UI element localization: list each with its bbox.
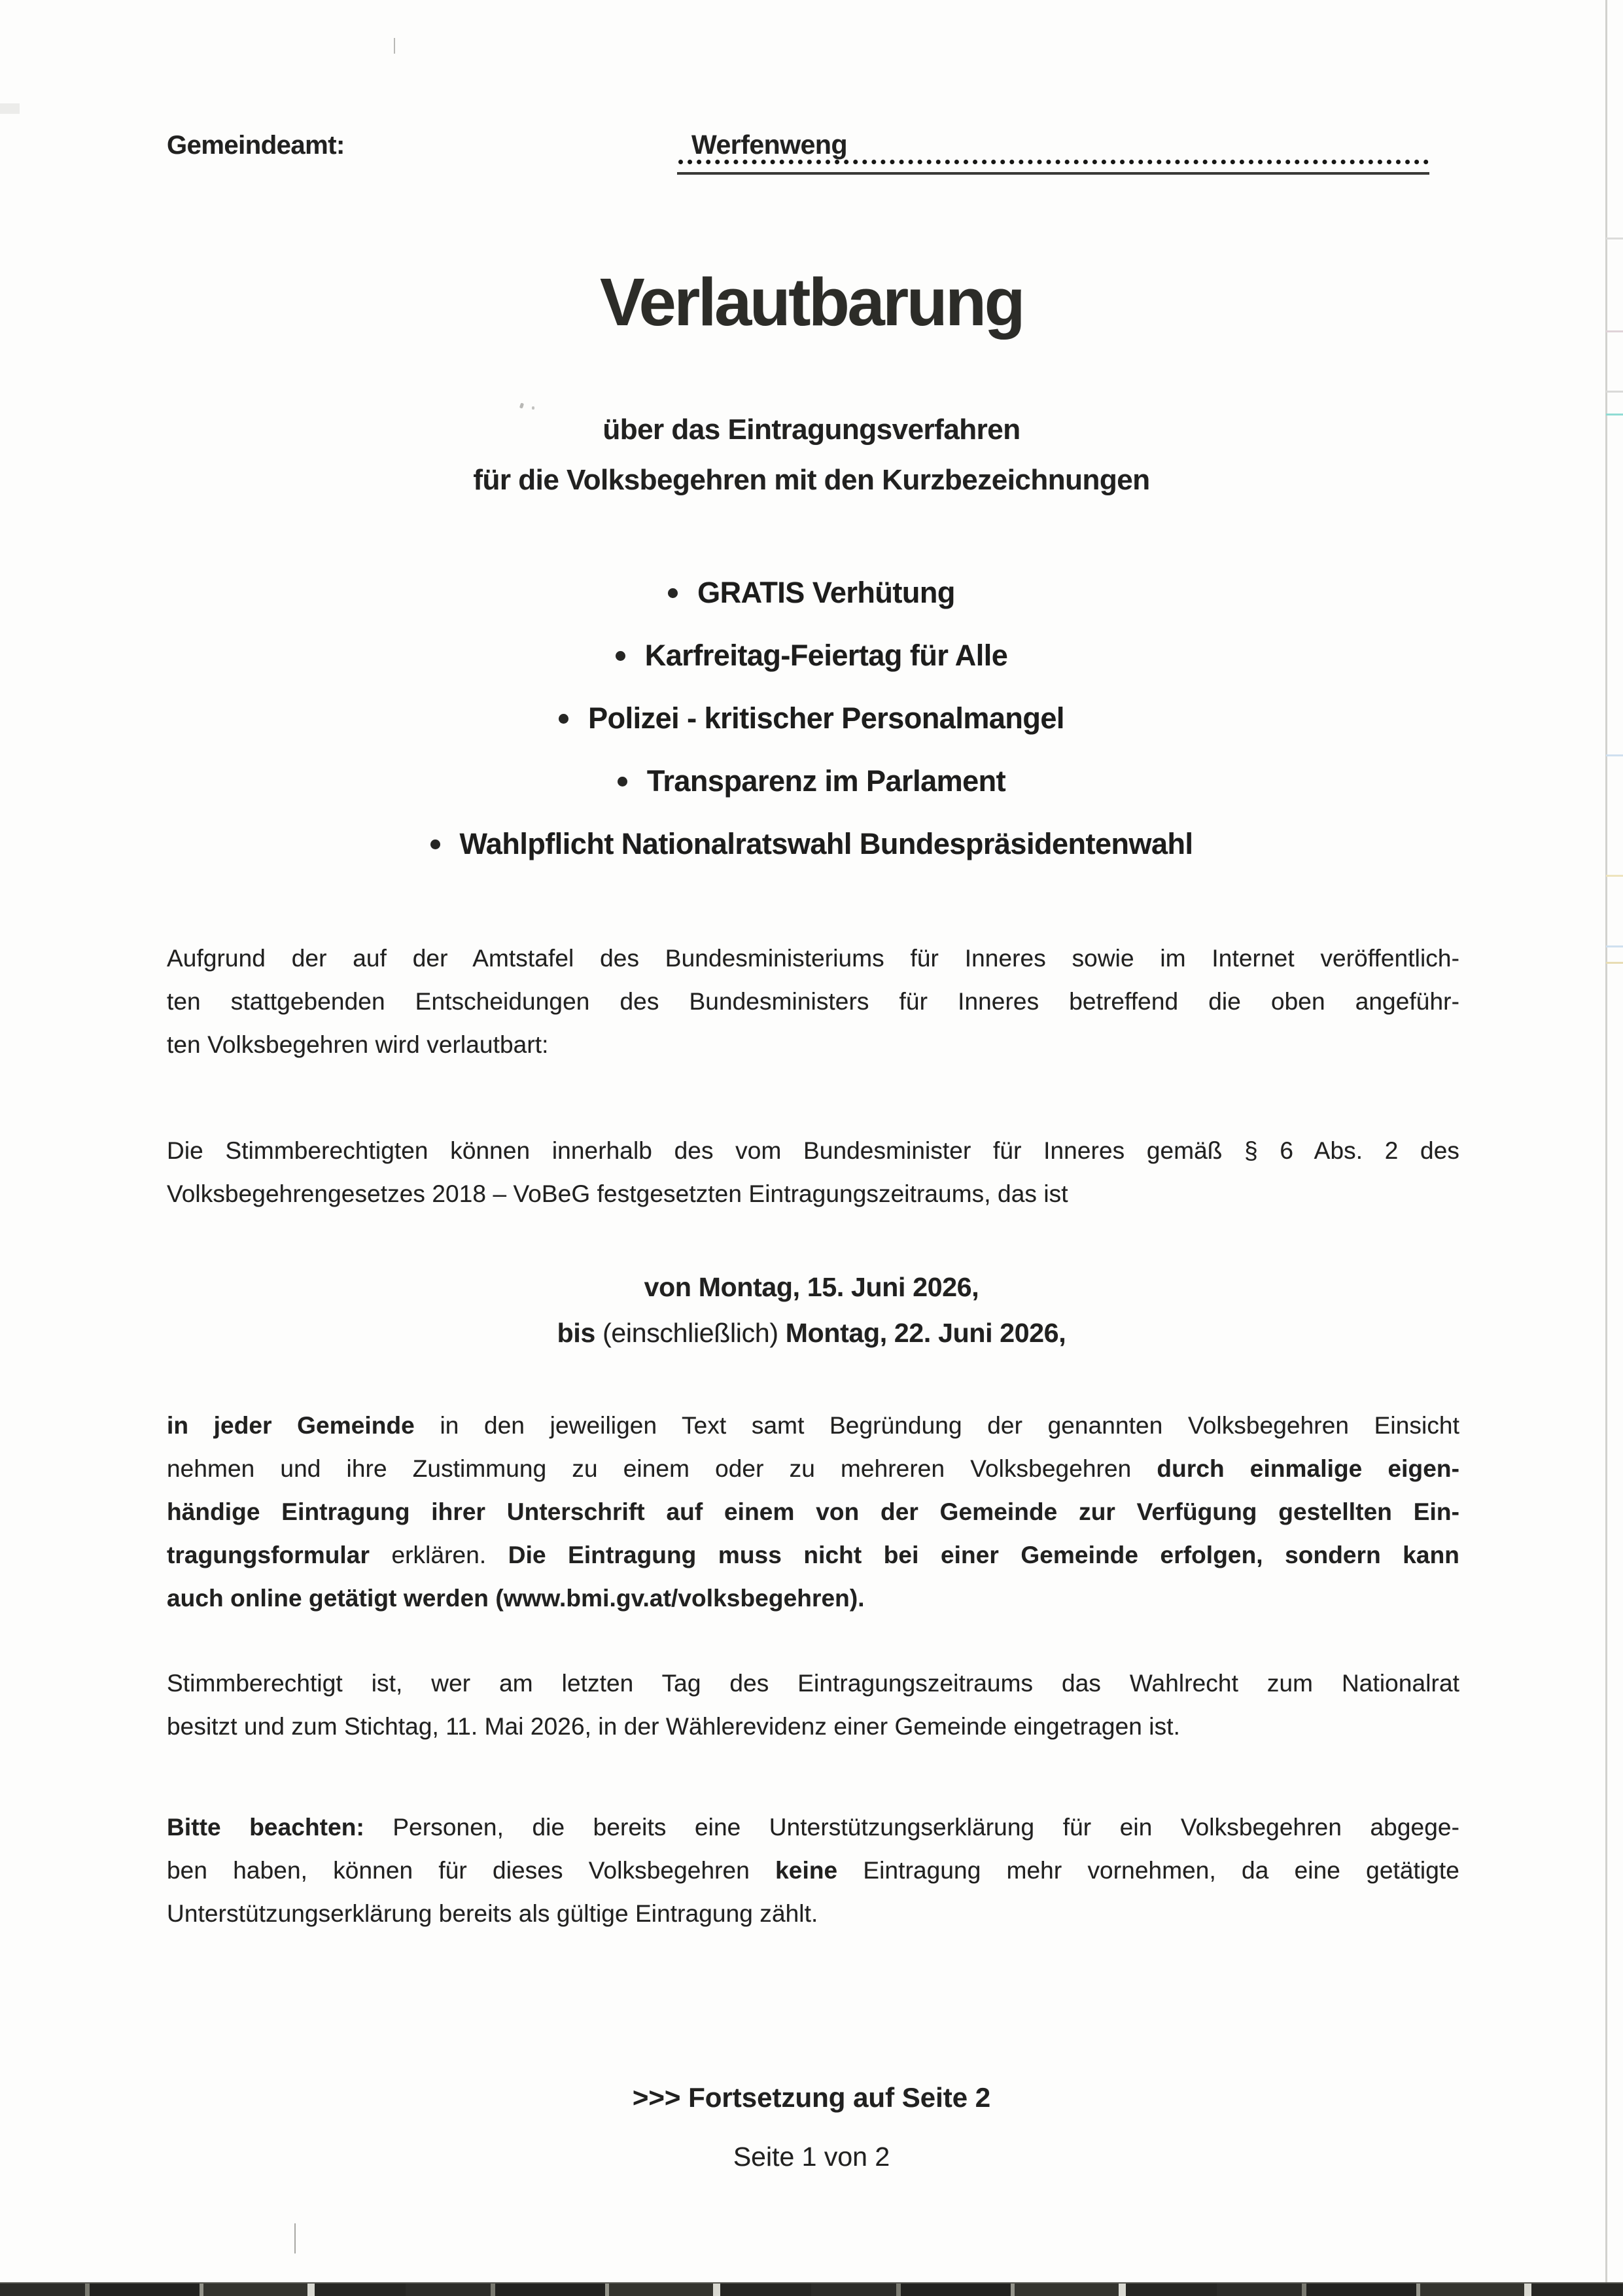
referendum-label: Polizei - kritischer Personalmangel [588, 701, 1064, 735]
paragraph-note: Bitte beachten: Personen, die bereits eine Unterstützungserklärung für ein Volksbegehren abgege- ben haben, können für dieses Volksbegehren keine Eintragung mehr vornehmen, da eine getätigte Unterstützungserklärung bereits als gültige Eintragung zählt. [167, 1814, 1459, 1927]
paragraph-signing-procedure: in jeder Gemeinde in den jeweiligen Text samt Begründung der genannten Volksbegehren Einsicht nehmen und ihre Zustimmung zu einem oder zu mehreren Volksbegehren durch einmalige eigen- händige Eintragung ihrer Unterschrift auf einem von der Gemeinde zur Verfügung gestellten Ein- tragungsformular erklären. Die Eintragung muss nicht bei einer Gemeinde erfolgen, sondern kann auch online getätigt werden (www.bmi.gv.at/volksbegehren). [167, 1412, 1460, 1612]
bullet-icon [430, 839, 440, 849]
scan-tick [1606, 330, 1623, 332]
scan-tick [1606, 754, 1623, 756]
municipality-name: Werfenweng [691, 130, 847, 160]
referendum-item [0, 826, 1623, 862]
scan-speck [394, 38, 395, 54]
municipality-fill-in-dotted-line [678, 122, 1429, 164]
period-until-line: bis (einschließlich) Montag, 22. Juni 2026, [557, 1318, 1066, 1348]
referendum-item [0, 637, 1623, 674]
document-title: Verlautbarung [599, 264, 1024, 340]
scan-speck [294, 2223, 296, 2253]
scan-edge-line [1605, 0, 1607, 2296]
scan-tick [1606, 875, 1623, 877]
scan-tick [1606, 962, 1623, 964]
scan-smudge [0, 103, 20, 114]
referendum-list [0, 574, 1623, 889]
scan-tick [1606, 238, 1623, 239]
continuation-note: >>> Fortsetzung auf Seite 2 [632, 2082, 991, 2113]
bullet-icon [618, 777, 627, 786]
referendum-item [0, 763, 1623, 800]
referendum-item [0, 574, 1623, 611]
period-from-line: von Montag, 15. Juni 2026, [644, 1272, 979, 1302]
paragraph-legal-basis: Aufgrund der auf der Amtstafel des Bundesministeriums für Inneres sowie im Internet veröffentlich- ten stattgebenden Entscheidungen des Bundesministers für Inneres betreffend die oben angeführ- ten Volksbegehren wird verlautbart: [167, 945, 1459, 1058]
bullet-icon [559, 714, 568, 724]
referendum-label: Karfreitag-Feiertag für Alle [644, 639, 1008, 672]
scan-speck [519, 402, 524, 408]
referendum-label: Transparenz im Parlament [646, 764, 1006, 798]
paragraph-entitlement-intro: Die Stimmberechtigten können innerhalb des vom Bundesminister für Inneres gemäß § 6 Abs. 2 des Volksbegehrengesetzes 2018 – VoBeG festgesetzten Eintragungszeitraums, das ist [167, 1137, 1459, 1207]
bullet-icon [668, 588, 678, 598]
scan-tick [1606, 414, 1623, 415]
bullet-icon [616, 651, 625, 661]
subtitle-line-1: über das Eintragungsverfahren [602, 414, 1021, 446]
page-indicator: Seite 1 von 2 [733, 2142, 890, 2172]
paragraph-voting-right: Stimmberechtigt ist, wer am letzten Tag des Eintragungszeitraums das Wahlrecht zum Nationalrat besitzt und zum Stichtag, 11. Mai 2026, in der Wählerevidenz einer Gemeinde eingetragen ist. [167, 1670, 1459, 1740]
referendum-label: Wahlpflicht Nationalratswahl Bundespräsidentenwahl [459, 827, 1193, 860]
referendum-item [0, 700, 1623, 737]
scan-tick [1606, 945, 1623, 947]
scan-band-bottom [0, 2282, 1623, 2296]
header-rule [677, 172, 1429, 175]
subtitle-line-2: für die Volksbegehren mit den Kurzbezeichnungen [473, 464, 1150, 496]
office-label: Gemeindeamt: [167, 131, 345, 160]
scan-tick [1606, 391, 1623, 393]
scan-speck [532, 406, 534, 410]
referendum-label: GRATIS Verhütung [697, 576, 955, 609]
